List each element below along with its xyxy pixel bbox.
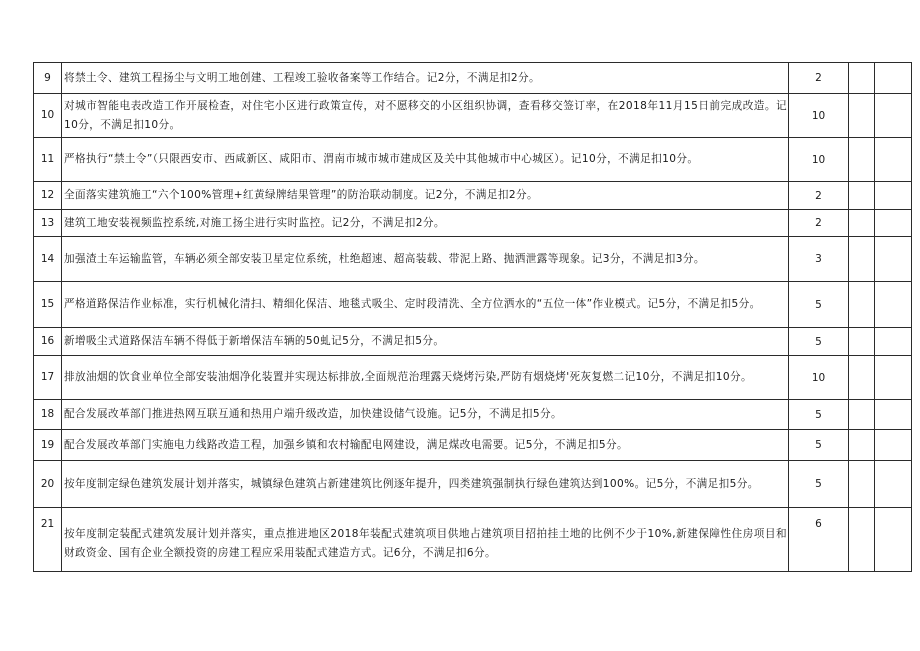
row-description: 加强渣土车运输监管，车辆必须全部安装卫星定位系统，杜绝超速、超高装载、带泥上路、抛洒泄露等现象。记3分，不满足扣3分。 [62, 237, 789, 282]
table-row [34, 237, 912, 282]
blank-cell [849, 400, 875, 430]
table-row [34, 430, 912, 461]
row-score: 5 [789, 282, 849, 328]
blank-cell [875, 210, 912, 237]
row-number: 15 [34, 282, 62, 328]
row-description: 严格道路保洁作业标准，实行机械化清扫、精细化保洁、地毯式吸尘、定时段清洗、全方位洒水的“五位一体”作业模式。记5分，不满足扣5分。 [62, 282, 789, 328]
row-score: 10 [789, 94, 849, 138]
assessment-table-sheet [33, 62, 912, 572]
row-score: 2 [789, 210, 849, 237]
table-row [34, 138, 912, 182]
assessment-table [33, 62, 912, 572]
table-row [34, 508, 912, 572]
blank-cell [849, 237, 875, 282]
blank-cell [849, 138, 875, 182]
blank-cell [875, 237, 912, 282]
blank-cell [849, 430, 875, 461]
row-number: 14 [34, 237, 62, 282]
table-row [34, 400, 912, 430]
blank-cell [875, 138, 912, 182]
blank-cell [875, 400, 912, 430]
row-description: 将禁土令、建筑工程扬尘与文明工地创建、工程竣工验收备案等工作结合。记2分，不满足扣2分。 [62, 63, 789, 94]
row-score: 6 [789, 508, 849, 572]
blank-cell [849, 328, 875, 356]
row-score: 3 [789, 237, 849, 282]
table-row [34, 210, 912, 237]
row-description: 新增吸尘式道路保洁车辆不得低于新增保洁车辆的50虬记5分，不满足扣5分。 [62, 328, 789, 356]
table-row [34, 282, 912, 328]
table-row [34, 461, 912, 508]
table-row [34, 63, 912, 94]
blank-cell [849, 356, 875, 400]
row-description: 配合发展改革部门实施电力线路改造工程，加强乡镇和农村输配电网建设，满足煤改电需要。记5分，不满足扣5分。 [62, 430, 789, 461]
blank-cell [849, 63, 875, 94]
blank-cell [849, 282, 875, 328]
table-row [34, 94, 912, 138]
row-number: 20 [34, 461, 62, 508]
blank-cell [875, 63, 912, 94]
blank-cell [875, 328, 912, 356]
row-description: 配合发展改革部门推进热网互联互通和热用户端升级改造，加快建设储气设施。记5分，不满足扣5分。 [62, 400, 789, 430]
table-row [34, 182, 912, 210]
row-score: 10 [789, 356, 849, 400]
blank-cell [875, 430, 912, 461]
blank-cell [875, 282, 912, 328]
row-number: 18 [34, 400, 62, 430]
row-description: 按年度制定装配式建筑发展计划并落实，重点推进地区2018年装配式建筑项目供地占建筑项目招拍挂土地的比例不少于10%,新建保障性住房项目和财政资金、国有企业全额投资的房建工程应采用装配式建造方式。记6分，不满足扣6分。 [62, 508, 789, 572]
blank-cell [875, 508, 912, 572]
row-number: 21 [34, 508, 62, 572]
row-score: 5 [789, 430, 849, 461]
row-number: 19 [34, 430, 62, 461]
row-score: 5 [789, 461, 849, 508]
row-number: 10 [34, 94, 62, 138]
blank-cell [849, 210, 875, 237]
row-description: 建筑工地安装视频监控系统,对施工扬尘进行实时监控。记2分，不满足扣2分。 [62, 210, 789, 237]
row-description: 按年度制定绿色建筑发展计划并落实，城镇绿色建筑占新建建筑比例逐年提升，四类建筑强制执行绿色建筑达到100%。记5分，不满足扣5分。 [62, 461, 789, 508]
blank-cell [849, 94, 875, 138]
row-number: 12 [34, 182, 62, 210]
row-number: 17 [34, 356, 62, 400]
row-score: 2 [789, 63, 849, 94]
row-number: 16 [34, 328, 62, 356]
row-score: 2 [789, 182, 849, 210]
blank-cell [875, 182, 912, 210]
blank-cell [849, 461, 875, 508]
row-description: 严格执行“禁土令”（只限西安市、西咸新区、咸阳市、渭南市城市城市建成区及关中其他城市中心城区）。记10分，不满足扣10分。 [62, 138, 789, 182]
blank-cell [849, 508, 875, 572]
row-number: 13 [34, 210, 62, 237]
blank-cell [849, 182, 875, 210]
row-description: 全面落实建筑施工“六个100%管理+红黄绿牌结果管理”的防治联动制度。记2分，不满足扣2分。 [62, 182, 789, 210]
blank-cell [875, 94, 912, 138]
blank-cell [875, 461, 912, 508]
row-description: 排放油烟的饮食业单位全部安装油烟净化装置并实现达标排放,全面规范治理露天烧烤污染,严防有烟烧烤'死灰复燃二记10分，不满足扣10分。 [62, 356, 789, 400]
row-score: 10 [789, 138, 849, 182]
row-number: 9 [34, 63, 62, 94]
table-row [34, 356, 912, 400]
row-number: 11 [34, 138, 62, 182]
row-score: 5 [789, 328, 849, 356]
table-row [34, 328, 912, 356]
blank-cell [875, 356, 912, 400]
row-description: 对城市智能电表改造工作开展检查，对住宅小区进行政策宣传，对不愿移交的小区组织协调，查看移交签订率，在2018年11月15日前完成改造。记10分，不满足扣10分。 [62, 94, 789, 138]
row-score: 5 [789, 400, 849, 430]
